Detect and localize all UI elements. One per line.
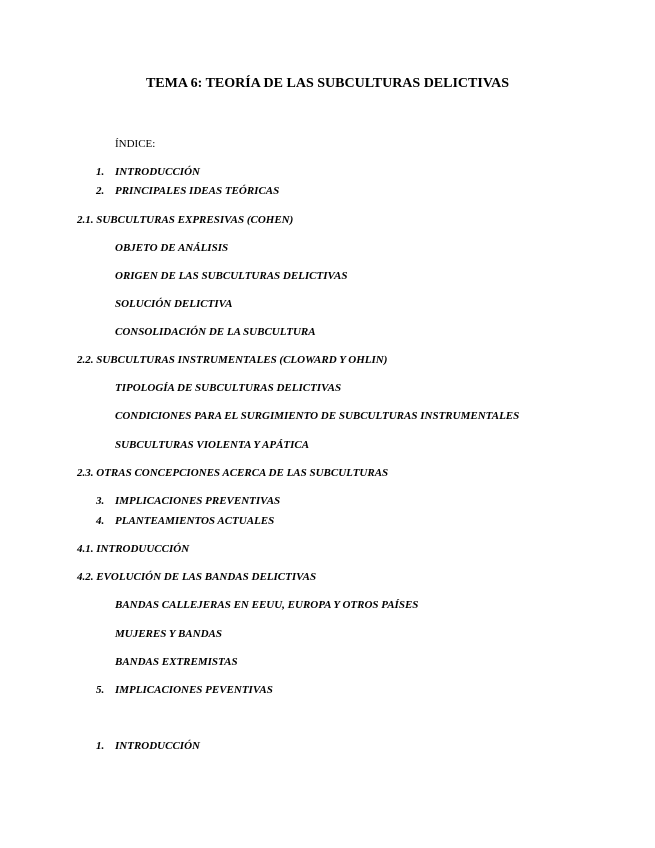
index-entry-text: PLANTEAMIENTOS ACTUALES: [115, 515, 275, 527]
section-heading: [96, 739, 200, 753]
index-subitem: SOLUCIÓN DELICTIVA: [115, 298, 233, 310]
section-heading-number: 1.: [96, 740, 105, 752]
index-entry-text: IMPLICACIONES PREVENTIVAS: [115, 495, 281, 507]
index-subsection: 4.2. EVOLUCIÓN DE LAS BANDAS DELICTIVAS: [77, 571, 317, 583]
index-subitem: BANDAS EXTREMISTAS: [115, 656, 238, 668]
index-entry-number: 3.: [96, 495, 105, 507]
index-subitem: TIPOLOGÍA DE SUBCULTURAS DELICTIVAS: [115, 382, 342, 394]
index-subitem: CONDICIONES PARA EL SURGIMIENTO DE SUBCULTURAS INSTRUMENTALES: [115, 410, 520, 422]
index-entry-text: PRINCIPALES IDEAS TEÓRICAS: [115, 185, 280, 197]
index-subsection: 2.1. SUBCULTURAS EXPRESIVAS (COHEN): [77, 214, 294, 226]
index-subsection: 2.3. OTRAS CONCEPCIONES ACERCA DE LAS SUBCULTURAS: [77, 467, 389, 479]
index-label: ÍNDICE:: [115, 138, 156, 150]
index-subsection: 2.2. SUBCULTURAS INSTRUMENTALES (CLOWARD Y OHLIN): [77, 354, 388, 366]
index-subitem: ORIGEN DE LAS SUBCULTURAS DELICTIVAS: [115, 270, 348, 282]
index-entry-number: 5.: [96, 684, 105, 696]
index-subitem: BANDAS CALLEJERAS EN EEUU, EUROPA Y OTROS PAÍSES: [115, 599, 419, 611]
index-entry-number: 4.: [96, 515, 105, 527]
index-subsection: 4.1. INTRODUUCCIÓN: [77, 543, 190, 555]
index-subitem: MUJERES Y BANDAS: [115, 628, 222, 640]
index-entry: [96, 514, 274, 528]
index-entry-text: IMPLICACIONES PEVENTIVAS: [115, 684, 273, 696]
index-subitem: SUBCULTURAS VIOLENTA Y APÁTICA: [115, 439, 310, 451]
index-entry-text: INTRODUCCIÓN: [115, 166, 200, 178]
index-subitem: CONSOLIDACIÓN DE LA SUBCULTURA: [115, 326, 316, 338]
index-entry: [96, 184, 279, 198]
index-entry: [96, 494, 280, 508]
index-entry-number: 1.: [96, 166, 105, 178]
index-entry: [96, 683, 273, 697]
index-entry: [96, 165, 200, 179]
index-entry-number: 2.: [96, 185, 105, 197]
document-title: TEMA 6: TEORÍA DE LAS SUBCULTURAS DELICTIVAS: [145, 76, 510, 91]
section-heading-text: INTRODUCCIÓN: [115, 740, 200, 752]
index-subitem: OBJETO DE ANÁLISIS: [115, 242, 229, 254]
